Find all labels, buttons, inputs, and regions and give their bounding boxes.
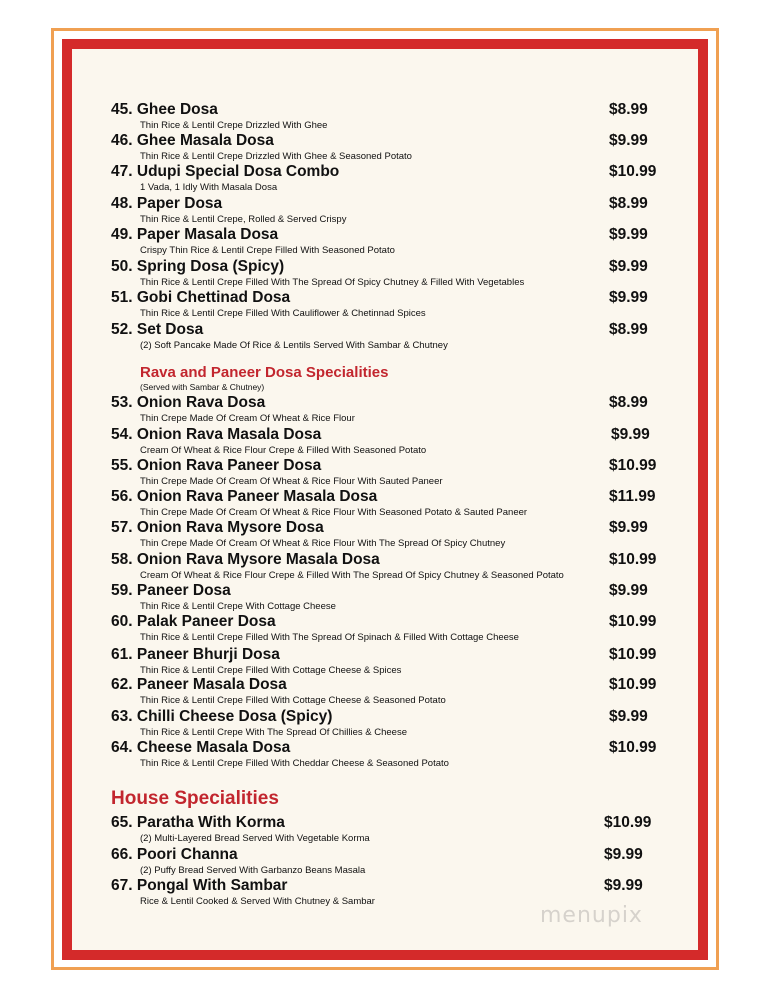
item-title: Ghee Dosa (136, 101, 218, 118)
item-number: 54. (111, 426, 133, 443)
item-price: $9.99 (604, 846, 643, 863)
item-price: $10.99 (609, 739, 657, 756)
item-description: Thin Rice & Lentil Crepe With The Spread Of Chillies & Cheese (140, 727, 408, 738)
item-name (111, 582, 231, 600)
item-name (111, 846, 238, 864)
item-name (111, 258, 284, 276)
item-name (111, 708, 332, 726)
item-number: 45. (111, 101, 133, 118)
item-title: Paneer Masala Dosa (136, 676, 287, 693)
item-price: $9.99 (609, 519, 648, 536)
item-price: $10.99 (609, 676, 657, 693)
item-description: (2) Puffy Bread Served With Garbanzo Beans Masala (140, 865, 366, 876)
item-price: $8.99 (609, 394, 648, 411)
item-description: Thin Rice & Lentil Crepe Filled With Cauliflower & Chetinnad Spices (140, 308, 426, 319)
item-description: 1 Vada, 1 Idly With Masala Dosa (140, 182, 278, 193)
item-name (111, 551, 380, 569)
item-number: 61. (111, 646, 133, 663)
item-number: 57. (111, 519, 133, 536)
item-name (111, 321, 203, 339)
item-title: Paneer Bhurji Dosa (136, 646, 280, 663)
item-price: $9.99 (609, 582, 648, 599)
item-title: Udupi Special Dosa Combo (136, 163, 340, 180)
item-number: 67. (111, 877, 133, 894)
item-name (111, 676, 287, 694)
item-description: Thin Rice & Lentil Crepe With Cottage Cheese (140, 601, 336, 612)
item-description: Thin Rice & Lentil Crepe Drizzled With Ghee (140, 120, 328, 131)
item-title: Ghee Masala Dosa (136, 132, 274, 149)
item-name (111, 163, 339, 181)
item-number: 59. (111, 582, 133, 599)
item-number: 66. (111, 846, 133, 863)
item-description: Thin Crepe Made Of Cream Of Wheat & Rice Flour With The Spread Of Spicy Chutney (140, 538, 506, 549)
item-description: Thin Rice & Lentil Crepe Filled With The Spread Of Spicy Chutney & Filled With Vegetables (140, 277, 525, 288)
item-description: Thin Crepe Made Of Cream Of Wheat & Rice Flour With Seasoned Potato & Sauted Paneer (140, 507, 528, 518)
item-description: Cream Of Wheat & Rice Flour Crepe & Filled With The Spread Of Spicy Chutney & Seasoned Potato (140, 570, 564, 581)
item-number: 65. (111, 814, 133, 831)
item-title: Pongal With Sambar (136, 877, 288, 894)
item-description: Thin Rice & Lentil Crepe Filled With The Spread Of Spinach & Filled With Cottage Cheese (140, 632, 519, 643)
item-title: Onion Rava Paneer Masala Dosa (136, 488, 378, 505)
item-title: Paneer Dosa (136, 582, 231, 599)
item-description: Rice & Lentil Cooked & Served With Chutney & Sambar (140, 896, 375, 907)
item-price: $10.99 (604, 814, 652, 831)
item-number: 56. (111, 488, 133, 505)
item-description: (2) Soft Pancake Made Of Rice & Lentils Served With Sambar & Chutney (140, 340, 448, 351)
item-title: Palak Paneer Dosa (136, 613, 276, 630)
item-number: 53. (111, 394, 133, 411)
item-description: Thin Rice & Lentil Crepe, Rolled & Served Crispy (140, 214, 347, 225)
item-price: $10.99 (609, 163, 657, 180)
item-price: $9.99 (609, 289, 648, 306)
item-number: 46. (111, 132, 133, 149)
item-description: (2) Multi-Layered Bread Served With Vegetable Korma (140, 833, 370, 844)
item-description: Thin Crepe Made Of Cream Of Wheat & Rice Flour (140, 413, 355, 424)
item-price: $10.99 (609, 457, 657, 474)
section-title-rava: Rava and Paneer Dosa Specialities (140, 364, 389, 381)
item-title: Paper Dosa (136, 195, 223, 212)
item-title: Onion Rava Masala Dosa (136, 426, 322, 443)
item-name (111, 739, 290, 757)
section-title-house: House Specialities (111, 788, 279, 809)
item-price: $10.99 (609, 551, 657, 568)
item-description: Thin Rice & Lentil Crepe Filled With Cottage Cheese & Seasoned Potato (140, 695, 446, 706)
item-number: 52. (111, 321, 133, 338)
item-price: $9.99 (611, 426, 650, 443)
item-number: 58. (111, 551, 133, 568)
item-price: $9.99 (604, 877, 643, 894)
item-price: $11.99 (609, 488, 656, 505)
item-name (111, 394, 265, 412)
item-title: Paper Masala Dosa (136, 226, 279, 243)
item-number: 50. (111, 258, 133, 275)
item-name (111, 457, 321, 475)
item-price: $8.99 (609, 195, 648, 212)
item-description: Thin Rice & Lentil Crepe Drizzled With Ghee & Seasoned Potato (140, 151, 412, 162)
item-title: Set Dosa (136, 321, 204, 338)
item-price: $8.99 (609, 101, 648, 118)
item-number: 64. (111, 739, 133, 756)
item-name (111, 226, 278, 244)
item-name (111, 289, 290, 307)
item-price: $10.99 (609, 613, 657, 630)
item-price: $9.99 (609, 132, 648, 149)
item-price: $9.99 (609, 708, 648, 725)
item-name (111, 101, 218, 119)
item-number: 60. (111, 613, 133, 630)
item-number: 47. (111, 163, 133, 180)
item-number: 49. (111, 226, 133, 243)
item-name (111, 814, 285, 832)
item-number: 55. (111, 457, 133, 474)
item-price: $9.99 (609, 226, 648, 243)
item-description: Thin Rice & Lentil Crepe Filled With Cheddar Cheese & Seasoned Potato (140, 758, 449, 769)
item-number: 51. (111, 289, 133, 306)
item-description: Cream Of Wheat & Rice Flour Crepe & Filled With Seasoned Potato (140, 445, 427, 456)
item-name (111, 488, 377, 506)
item-name (111, 132, 274, 150)
item-description: Crispy Thin Rice & Lentil Crepe Filled With Seasoned Potato (140, 245, 395, 256)
item-title: Cheese Masala Dosa (136, 739, 291, 756)
item-title: Paratha With Korma (136, 814, 285, 831)
item-name (111, 646, 280, 664)
item-number: 48. (111, 195, 133, 212)
item-title: Onion Rava Mysore Masala Dosa (136, 551, 380, 568)
item-name (111, 877, 287, 895)
item-name (111, 519, 324, 537)
item-title: Onion Rava Dosa (136, 394, 266, 411)
item-name (111, 613, 276, 631)
item-name (111, 426, 321, 444)
item-title: Onion Rava Mysore Dosa (136, 519, 324, 536)
item-price: $10.99 (609, 646, 657, 663)
item-name (111, 195, 222, 213)
item-number: 63. (111, 708, 133, 725)
item-price: $9.99 (609, 258, 648, 275)
menupix-watermark: menupix (540, 903, 643, 928)
section-subtitle-rava: (Served with Sambar & Chutney) (140, 382, 265, 392)
item-title: Spring Dosa (Spicy) (136, 258, 285, 275)
item-title: Poori Channa (136, 846, 238, 863)
item-title: Onion Rava Paneer Dosa (136, 457, 322, 474)
item-description: Thin Crepe Made Of Cream Of Wheat & Rice Flour With Sauted Paneer (140, 476, 443, 487)
item-title: Gobi Chettinad Dosa (136, 289, 291, 306)
item-title: Chilli Cheese Dosa (Spicy) (136, 708, 333, 725)
item-description: Thin Rice & Lentil Crepe Filled With Cottage Cheese & Spices (140, 665, 402, 676)
item-number: 62. (111, 676, 133, 693)
item-price: $8.99 (609, 321, 648, 338)
